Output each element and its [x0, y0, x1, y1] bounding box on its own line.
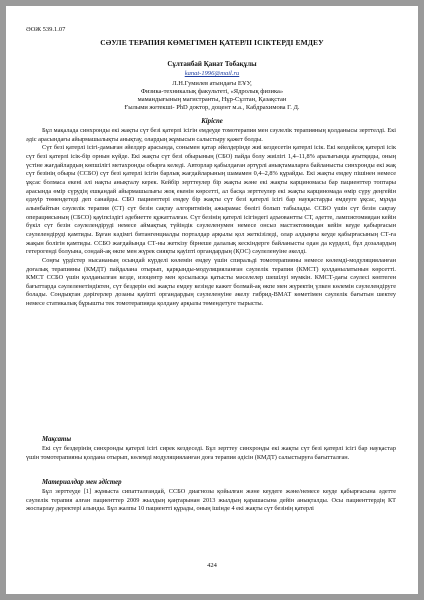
intro-paragraph: Бұл мақалада синхронды екі жақты сүт безі қатерлі ісігін емдеуде томотерапия мен сәулелік терапияның қолданысы зерттелді. Екі әдіс арасындағы айырмашылықты анықтау, олардың жұмысын салыстыру қажет болды.: [26, 127, 396, 143]
affiliation-line: Ғылыми жетекші- PhD доктор, доцент м.а., Кабдрахимова Г. Д.: [124, 104, 300, 111]
methods-text: [26, 488, 396, 514]
goals-text: [26, 445, 396, 462]
affiliation-line: Физика-техникалық факультеті, «Ядролық физика»: [140, 88, 284, 95]
paper-title: СӘУЛЕ ТЕРАПИЯ КӨМЕГІМЕН ҚАТЕРЛІ ІСІКТЕРДІ ЕМДЕУ: [100, 38, 324, 47]
affiliation-line: Л.Н.Гумилев атындағы ЕҰУ,: [172, 80, 252, 87]
section-heading-methods: Материалдар мен әдістер: [42, 479, 122, 486]
affiliation-line: мамандығының магистранты, Нұр-Сұлтан, Қазақстан: [137, 96, 287, 103]
methods-paragraph: Бұл зерттеуде [1] жұмыста сипатталғандай, ССБО диагнозы қойылған және кеудеге және/немесе кеуде қабырғасына әдетте сәулелік терапия алған пациенттер 2009 жылдың қаңтарынан 2013 жылдың қарашасына дейін анықталды. Осы пациенттердің КТ жоспарлау деректері алынды. Бұл жалпы 10 пациентті құрады, оның ішінде 4 екі жақты сүт безінің қатерлі: [26, 488, 396, 513]
intro-text: [26, 127, 396, 309]
intro-paragraph: Соңғы үрдістер нысананың осындай күрделі көлемін емдеу үшін спиральді томотерапияны немесе көлемді-модуляцияланған доғалық терапияны (КМДТ) пайдалана отырып, қарқынды-модуляцияланған сәулелік терапия (КМСТ) қолданылатынын көрсетті. КМСТ ССБО үшін қолданылған кезде, изоцентр мен қосылысқа қатысты мәселелер шешілуі мүмкін. КМСТ-дағы сәулесі көптеген бағыттарда сәулеленетіндіктен, сүт бездерін екі жақты емдеу кезінде кажет болмай-ақ өкпе мен жүректің үлкен көлемін сәулелендіруге болады. Сондықтан дәрігерлер дозаны қауіпті органдардың сәулеленуіне әкелу гибрид-ВМАТ көметімен сәулелік бағытын шектеу немесе статикалық бұрышты тек томотерапияда қолдану арқылы төмендетуге тырысты.: [26, 256, 396, 308]
author-name: Сұлтанбай Қанат Тобақұлы: [167, 60, 257, 68]
section-heading-goals: Мақсаты: [42, 436, 72, 443]
section-heading-intro: Кіріспе: [201, 118, 223, 125]
intro-paragraph: Сүт безі қатерлі ісігі-дамыған әйелдер арасында, сонымен қатар әйелдерінде жиі кездесетін қатерлі ісік. Екі кездейсоқ қатерлі ісік сүт безі қатерлі ісік-бір орнын күйде. Екі жақты сүт безі обырының (СБО) пайда болу жиілігі 1,4–11,8% аралығында ауытқиды, оның үстіне жағдайлардың көпшілігі метахронды обырға келеді. Авторлар қабылдаған әртүрлі анықтамаларға байланысты синхронды екі жақ сүт безінің обыры (ССБО) сүт безі қатерлі ісігін барлық жағдайларының шамамен 0,4–2,8% құрайды. Екі жақты емдеу пішінен немесе ұқсас болмаса екені әлі нақты анықталу керек. Кейбір зерттеулер бір жақты және екі жақты карциномасы бар пациенттер топтары арасында өмір сүрудің ешқандай айырмашылығы жоқ екенін көрсетті, ал басқа зерттеулер екі жақты карциномада өмір сүру деңгейін едәуір төмендетеді деп санайды. СБО пациенттері емдеу бір жақты сүт безі қатерлі ісігі бар науқастарды емдеуге ұқсас, мұнда алынбайтын сәулелік терапия (СТ) сүт безін сақтау алгоритмінің ажырамас бөлігі болып табылады. ССБО үшін сүт безін сақтау операциясының (СБСО) қауіпсіздігі әдебиетте құжатталған. Сүт безінің қатерлі ісігіндегі адъювантты СТ, әдетте, лампэктомиядан кейін бүкіл сүт безін сәулелендіруді немесе аймақтық түйіндік сәулеленумен немесе онсыз мастэктомиядан кейін кеуде қабырғасын сәулелендіруді қамтиды. Бұған кәдімгі битангенциалды порталдар арқылы қол жеткізіледі, олар алдыңғы кеуде қабырғасының СТ-ға жақын болігін қамтиды. ССБО жағдайында СТ-ны жеткізу бірнеше далалық кескіндерге байланысты одан да күрделі, бұл дозалардың гетерогенді болуына, сондай-ақ өкпе мен жүрек сияқты қауіпті органдардың (ҚОС) сәулеленуіне әкелді.: [26, 144, 396, 256]
page-number: 424: [207, 562, 217, 569]
goals-paragraph: Екі сүт бездерінің синхронды қатерлі ісігі сирек кездеседі. Бұл зерттеу синхронды екі жақты сүт безі қатерлі ісігі бар науқастар үшін томотерапияны қолдана отырып, көлемді модуляцияланған доға терапия әдісін (КМДТ) салыстыруға бағытталған.: [26, 445, 396, 461]
document-page: [6, 6, 418, 594]
author-email-link[interactable]: kanat-1996@mail.ru: [184, 70, 240, 77]
udk-code: ӘОЖ 539.1.07: [26, 26, 66, 33]
